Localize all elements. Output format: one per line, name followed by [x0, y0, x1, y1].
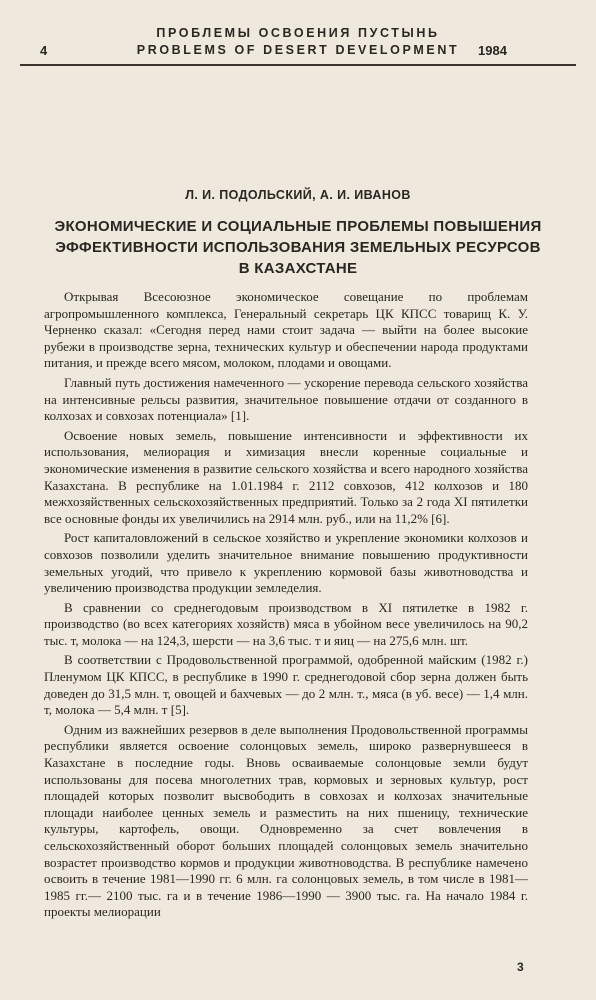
paragraph: В соответствии с Продовольственной программой, одобренной майским (1982 г.) Пленумом ЦК КПСС, в республике в 1990 г. среднегодовой сбор зерна должен быть доведен до 31,5 млн. т, овощей и бахчевых — до 2 млн. т., мяса (в уб. весе) — 1,4 млн. т, молока — 5,4 млн. т [5]. — [44, 652, 528, 718]
title-line: ЭФФЕКТИВНОСТИ ИСПОЛЬЗОВАНИЯ ЗЕМЕЛЬНЫХ РЕСУРСОВ — [55, 239, 541, 256]
header-year: 1984 — [478, 43, 507, 58]
paragraph: Главный путь достижения намеченного — ускорение перевода сельского хозяйства на интенсивные рельсы развития, значительное повышение отдачи от созданного в колхозах и совхозах потенциала» [1]. — [44, 374, 528, 424]
article-title — [20, 216, 576, 279]
paragraph: Одним из важнейших резервов в деле выполнения Продовольственной программы республики является освоение солонцовых земель, широко развернувшееся в Казахстане в последние годы. Вновь осваиваемые солонцовые земли будут использованы для посева многолетних трав, кормовых и зерновых культур, рост площадей которых позволит высвободить в совхозах и колхозах значительные площади наиболее ценных земель и разместить на них пшеницу, технические культуры, картофель, овощи. Одновременно за счет вовлечения в сельскохозяйственный оборот больших площадей солонцовых земель значительно возрастет производство кормов и продукции животноводства. В республике намечено освоить в течение 1981—1990 гг. 6 млн. га солонцовых земель, в том числе в 1981—1985 гг.— 2100 тыс. га и в течение 1986—1990 — 3900 тыс. га. На начало 1984 г. проекты мелиорации — [44, 721, 528, 920]
title-line: В КАЗАХСТАНЕ — [238, 260, 358, 277]
running-header — [0, 24, 596, 64]
paragraph: Открывая Всесоюзное экономическое совещание по проблемам агропромышленного комплекса, Генеральный секретарь ЦК КПСС товарищ К. У. Черненко сказал: «Сегодня перед нами стоит задача — выйти на более высокие рубежи в производстве зерна, технических культур и обеспечении народа продуктами питания, и прежде всего мясом, молоком, плодами и овощами. — [44, 289, 528, 371]
footer-page-number: 3 — [517, 960, 524, 974]
journal-title-en: PROBLEMS OF DESERT DEVELOPMENT — [136, 43, 460, 57]
header-page-number: 4 — [40, 43, 48, 58]
journal-title-ru: ПРОБЛЕМЫ ОСВОЕНИЯ ПУСТЫНЬ — [156, 26, 440, 40]
paragraph: Освоение новых земель, повышение интенсивности и эффективности их использования, мелиорация и химизация внесли коренные социальные и экономические изменения в развитие сельского хозяйства и всего народного хозяйства Казахстана. В республике на 1.01.1984 г. 2112 совхозов, 412 колхозов и 180 межхозяйственных сельскохозяйственных предприятий. Только за 2 года XI пятилетки все основные фонды их увеличились на 2914 млн. руб., или на 11,2% [6]. — [44, 427, 528, 526]
paragraph: Рост капиталовложений в сельское хозяйство и укрепление экономики колхозов и совхозов позволили уделить значительное внимание повышению продуктивности земельных угодий, что привело к укреплению кормовой базы животноводства и увеличению производства продукции земледелия. — [44, 530, 528, 596]
title-line: ЭКОНОМИЧЕСКИЕ И СОЦИАЛЬНЫЕ ПРОБЛЕМЫ ПОВЫШЕНИЯ — [54, 218, 542, 235]
header-rule — [20, 64, 576, 66]
article-authors: Л. И. ПОДОЛЬСКИЙ, А. И. ИВАНОВ — [185, 188, 411, 202]
article-body — [44, 289, 528, 924]
paragraph: В сравнении со среднегодовым производством в XI пятилетке в 1982 г. производство (во всех категориях хозяйств) мяса в убойном весе увеличилось на 90,2 тыс. т, молока — на 124,3, шерсти — на 3,6 тыс. т и яиц — на 275,6 млн. шт. — [44, 599, 528, 648]
